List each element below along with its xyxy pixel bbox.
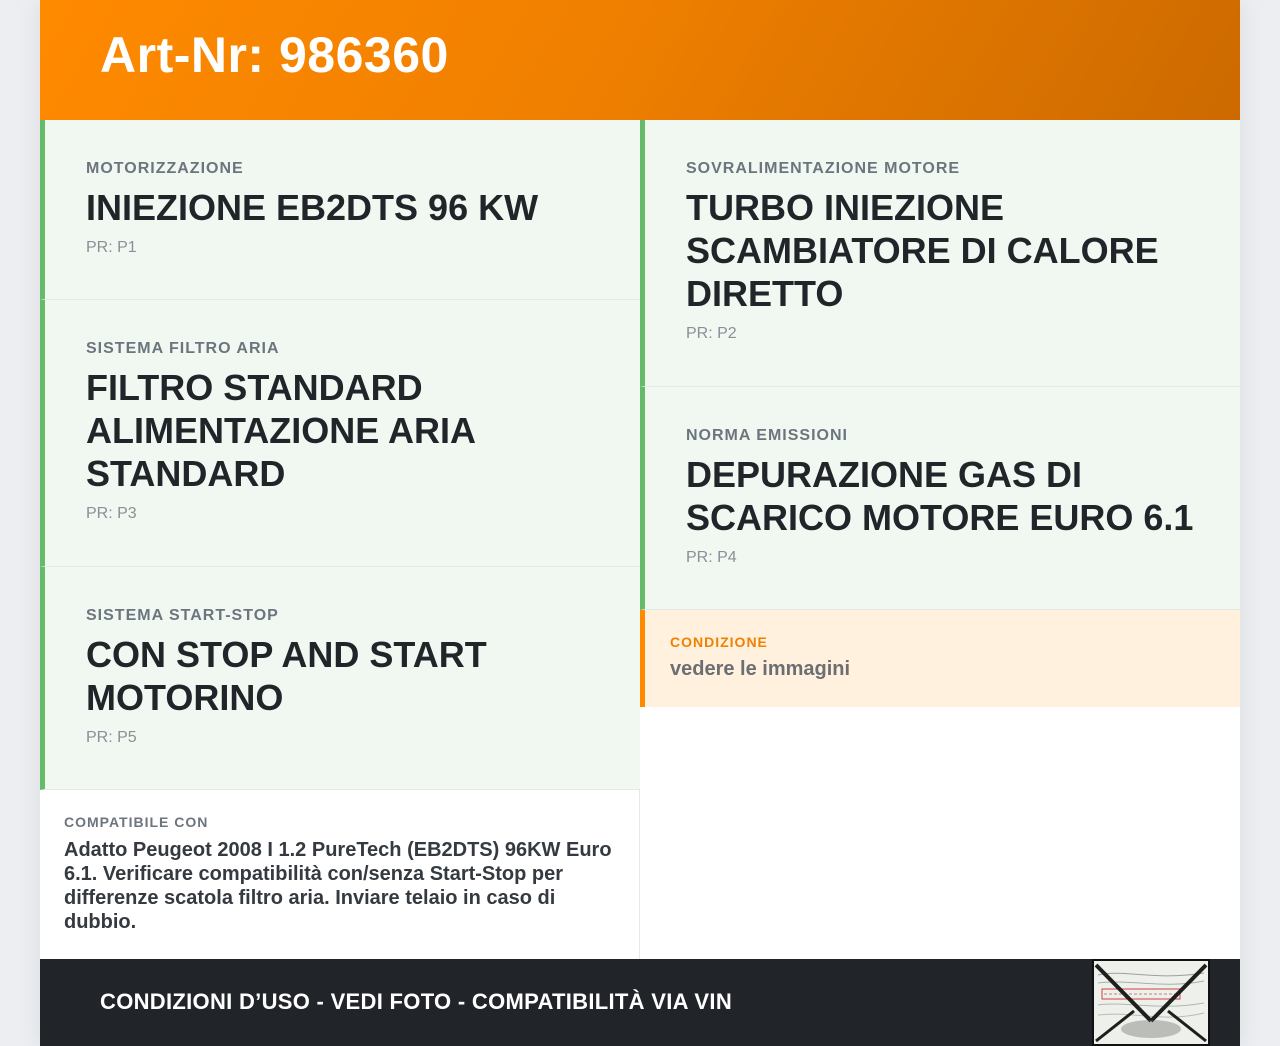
spec-pr: PR: P2 xyxy=(686,325,737,342)
left-column xyxy=(40,120,640,959)
spec-value: INIEZIONE EB2DTS 96 KW xyxy=(86,187,539,228)
spec-label: NORMA EMISSIONI xyxy=(686,427,848,444)
spec-air-filter xyxy=(40,300,640,567)
spec-pr: PR: P1 xyxy=(86,239,137,256)
spec-label: MOTORIZZAZIONE xyxy=(86,160,244,177)
spec-value: CON STOP AND START MOTORINO xyxy=(86,634,487,718)
condition-value: vedere le immagini xyxy=(670,658,851,680)
spec-value: FILTRO STANDARD ALIMENTAZIONE ARIA STANDARD xyxy=(86,367,475,494)
spec-label: SOVRALIMENTAZIONE MOTORE xyxy=(686,160,961,177)
spec-pr: PR: P3 xyxy=(86,505,137,522)
condition-box xyxy=(640,610,1240,707)
content xyxy=(40,120,1240,959)
condition-label: CONDIZIONE xyxy=(670,634,768,650)
spec-value: DEPURAZIONE GAS DI SCARICO MOTORE EURO 6.1 xyxy=(686,454,1194,538)
compat-text: Adatto Peugeot 2008 I 1.2 PureTech (EB2DTS) 96KW Euro 6.1. Verificare compatibilità con/senza Start-Stop per differenze scatola filtro aria. Inviare telaio in caso di dubbio. xyxy=(64,839,612,933)
envelope-stamp-graphic xyxy=(1094,961,1208,1044)
spec-turbo xyxy=(640,120,1240,387)
spec-value: TURBO INIEZIONE SCAMBIATORE DI CALORE DIRETTO xyxy=(686,187,1159,314)
spec-emissions xyxy=(640,387,1240,610)
spec-engine xyxy=(40,120,640,300)
right-column xyxy=(640,120,1240,959)
spec-pr: PR: P4 xyxy=(686,549,737,566)
envelope-stamp-icon xyxy=(1092,959,1210,1046)
compat-label: COMPATIBILE CON xyxy=(64,814,209,830)
spec-start-stop xyxy=(40,567,640,790)
compatibility-section xyxy=(40,790,640,934)
spec-pr: PR: P5 xyxy=(86,729,137,746)
product-card xyxy=(40,0,1240,1046)
page-title: Art-Nr: 986360 xyxy=(100,27,449,83)
spec-label: SISTEMA START-STOP xyxy=(86,607,279,624)
footer xyxy=(40,959,1240,1046)
header xyxy=(40,0,1240,120)
footer-text: CONDIZIONI D’USO - VEDI FOTO - COMPATIBILITÀ VIA VIN xyxy=(100,988,733,1014)
spec-label: SISTEMA FILTRO ARIA xyxy=(86,340,280,357)
